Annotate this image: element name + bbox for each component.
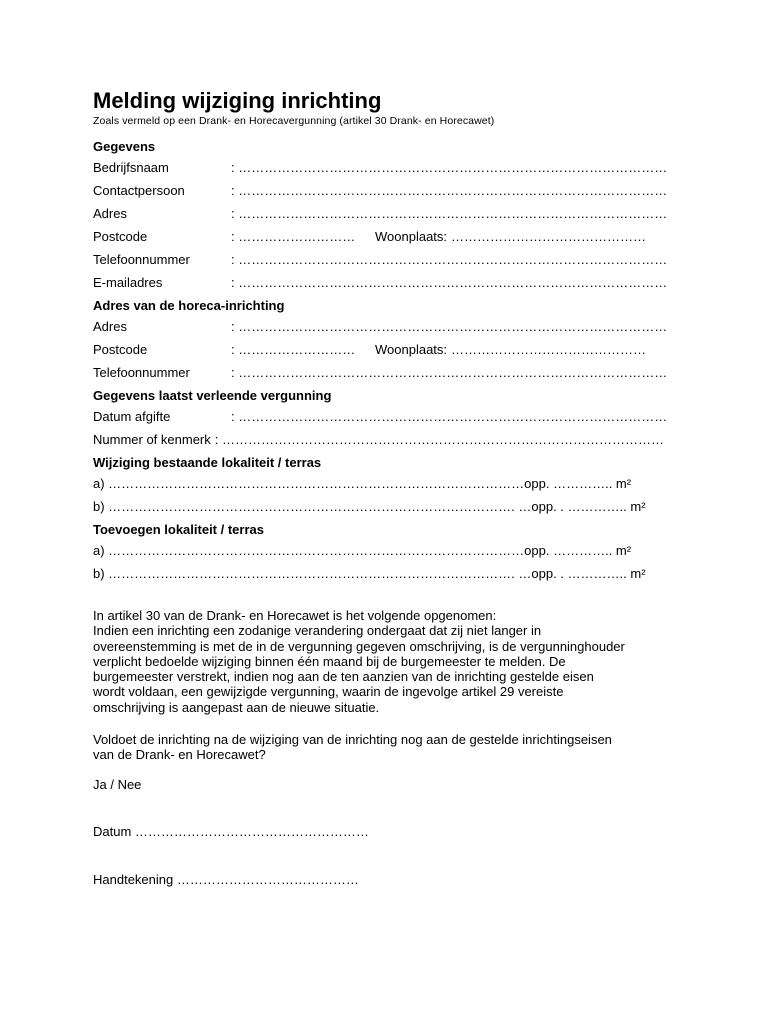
fill-line-woonplaats[interactable]: ……………………………………… [451, 342, 647, 357]
paragraph-line: overeenstemming is met de in de vergunning gegeven omschrijving, is de vergunninghouder [93, 638, 625, 654]
paragraph-line: omschrijving is aangepast aan de nieuwe situatie. [93, 699, 380, 715]
section-heading-horeca: Adres van de horeca-inrichting [93, 298, 285, 313]
field-label: Adres [93, 206, 127, 221]
paragraph-line: burgemeester verstrekt, indien nog aan de ten aanzien van de inrichting gestelde eisen [93, 669, 594, 685]
fill-line[interactable]: : ……………………………………………………………………………………… [231, 409, 668, 424]
page-subtitle: Zoals vermeld op een Drank- en Horecavergunning (artikel 30 Drank- en Horecawet) [93, 115, 495, 127]
datum-field[interactable]: Datum ……………………………………………… [93, 823, 369, 839]
section-heading-gegevens: Gegevens [93, 139, 156, 154]
field-toevoegen-b[interactable] [93, 565, 675, 588]
section-heading-vergunning: Gegevens laatst verleende vergunning [93, 388, 332, 403]
artikel-paragraph [93, 608, 675, 715]
paragraph-line: Indien een inrichting een zodanige verandering ondergaat dat zij niet langer in [93, 623, 542, 639]
fill-line-postcode[interactable]: : ……………………… [231, 229, 356, 244]
field-wijziging-a[interactable] [93, 475, 675, 498]
section-heading-wijziging: Wijziging bestaande lokaliteit / terras [93, 455, 322, 470]
fill-line[interactable]: a) ……………………………………………………………………………………opp. ………….. m² [93, 476, 632, 491]
section-heading-toevoegen: Toevoegen lokaliteit / terras [93, 522, 264, 537]
fill-line-postcode[interactable]: : ……………………… [231, 342, 356, 357]
fill-line[interactable]: : ……………………………………………………………………………………… [231, 206, 668, 221]
question-paragraph [93, 732, 675, 763]
field-telefoonnummer[interactable] [93, 251, 675, 274]
field-label: Contactpersoon [93, 183, 185, 198]
field-label: E-mailadres [93, 275, 163, 290]
paragraph-line: In artikel 30 van de Drank- en Horecawet is het volgende opgenomen: [93, 608, 497, 623]
form-page [93, 88, 675, 888]
field-horeca-postcode-woonplaats[interactable] [93, 341, 675, 364]
fill-line[interactable]: b) …………………………………………………………………………………. …opp. . ………….. m² [93, 566, 646, 581]
field-bedrijfsnaam[interactable] [93, 159, 675, 182]
field-contactpersoon[interactable] [93, 182, 675, 205]
field-emailadres[interactable] [93, 274, 675, 297]
field-label: Nummer of kenmerk [93, 432, 211, 447]
fill-line[interactable]: : ……………………………………………………………………………………… [231, 319, 668, 334]
field-horeca-telefoonnummer[interactable] [93, 364, 675, 387]
field-label: Postcode [93, 342, 148, 357]
field-postcode-woonplaats[interactable] [93, 228, 675, 251]
field-toevoegen-a[interactable] [93, 542, 675, 565]
paragraph-line: wordt voldaan, een gewijzigde vergunning, waarin de ingevolge artikel 29 vereiste [93, 684, 564, 700]
fill-line[interactable]: b) …………………………………………………………………………………. …opp. . ………….. m² [93, 499, 646, 514]
field-label: Adres [93, 319, 127, 334]
fill-line[interactable]: : ……………………………………………………………………………………… [231, 275, 668, 290]
field-nummer-kenmerk[interactable] [93, 431, 675, 454]
field-label: Bedrijfsnaam [93, 160, 169, 175]
fill-line[interactable]: : ……………………………………………………………………………………… [231, 160, 668, 175]
fill-line[interactable]: : ………………………………………………………………………………………… [214, 432, 664, 447]
fill-line-woonplaats[interactable]: ……………………………………… [451, 229, 647, 244]
page-title: Melding wijziging inrichting [93, 88, 382, 113]
paragraph-line: Voldoet de inrichting na de wijziging van de inrichting nog aan de gestelde inrichtingseisen [93, 732, 612, 748]
field-adres[interactable] [93, 205, 675, 228]
fill-line[interactable]: a) ……………………………………………………………………………………opp. ………….. m² [93, 543, 632, 558]
paragraph-line: verplicht bedoelde wijziging binnen één maand bij de burgemeester te melden. De [93, 653, 566, 669]
paragraph-line: van de Drank- en Horecawet? [93, 747, 266, 763]
handtekening-field[interactable]: Handtekening …………………………………… [93, 871, 359, 887]
woonplaats-label: Woonplaats: [375, 229, 448, 244]
woonplaats-label: Woonplaats: [375, 342, 448, 357]
field-wijziging-b[interactable] [93, 498, 675, 521]
field-datum-afgifte[interactable] [93, 408, 675, 431]
field-label: Datum afgifte [93, 409, 171, 424]
fill-line[interactable]: : ……………………………………………………………………………………… [231, 183, 668, 198]
field-label: Telefoonnummer [93, 252, 190, 267]
answer-ja-nee[interactable]: Ja / Nee [93, 776, 142, 792]
field-label: Postcode [93, 229, 148, 244]
field-horeca-adres[interactable] [93, 318, 675, 341]
fill-line[interactable]: : ……………………………………………………………………………………… [231, 252, 668, 267]
fill-line[interactable]: : ……………………………………………………………………………………… [231, 365, 668, 380]
field-label: Telefoonnummer [93, 365, 190, 380]
